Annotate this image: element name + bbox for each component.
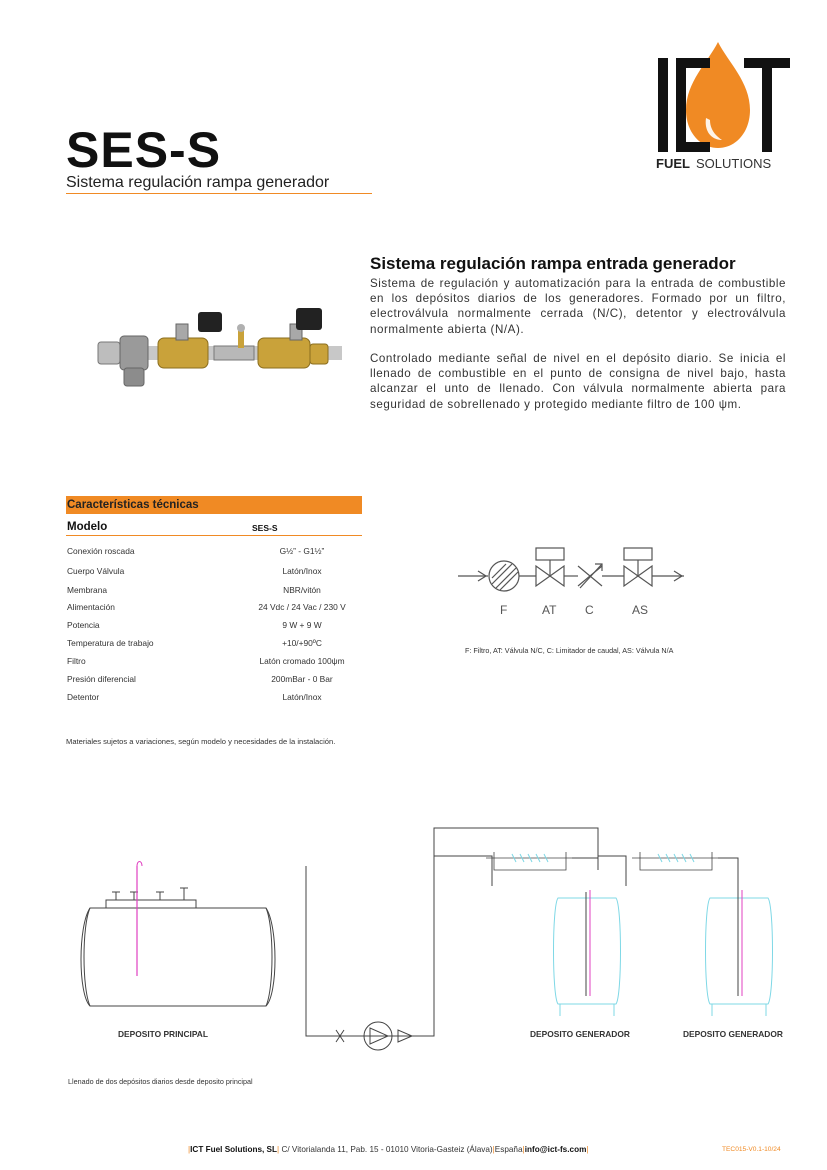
specs-model-row xyxy=(66,518,362,536)
specs-model-label: Modelo xyxy=(67,521,108,533)
spec-row xyxy=(66,656,362,672)
spec-value: Latón cromado 100ψm xyxy=(259,656,345,666)
spec-label: Cuerpo Válvula xyxy=(67,566,125,576)
spec-row xyxy=(66,546,362,562)
footer: |ICT Fuel Solutions, SL| C/ Vitorialanda 11, Pab. 15 - 01010 Vitoria-Gasteiz (Álava)|España|info@ict-fs.com| xyxy=(188,1145,589,1154)
spec-value: NBR/vitón xyxy=(283,585,321,595)
intro-heading: Sistema regulación rampa entrada generador xyxy=(370,254,736,273)
ramp-2 xyxy=(632,852,718,870)
main-pipe xyxy=(184,828,626,1050)
schematic-label-as: AS xyxy=(632,603,649,617)
ict-logo-graphic xyxy=(646,40,796,172)
logo-fuel-text: FUEL xyxy=(656,156,690,171)
schematic-label-at: AT xyxy=(542,603,557,617)
spec-value: Latón/Inox xyxy=(282,566,322,576)
installation-caption: Llenado de dos depósitos diarios desde deposito principal xyxy=(68,1077,253,1086)
page-title: SES-S xyxy=(66,122,222,178)
gen-tank-2 xyxy=(706,898,773,1016)
installation-diagram xyxy=(66,826,796,1056)
spec-value: +10/+90ºC xyxy=(282,638,322,648)
schematic-label-f: F xyxy=(500,603,508,617)
spec-label: Alimentación xyxy=(67,602,115,612)
specs-note: Materiales sujetos a variaciones, según modelo y necesidades de la instalación. xyxy=(66,737,336,746)
spec-value: 200mBar - 0 Bar xyxy=(271,674,333,684)
spec-label: Membrana xyxy=(67,585,108,595)
gen-tank-1-label: DEPOSITO GENERADOR xyxy=(530,1029,630,1039)
footer-country: España xyxy=(494,1145,523,1154)
footer-email[interactable]: info@ict-fs.com xyxy=(524,1145,587,1154)
product-image xyxy=(92,296,354,396)
page-subtitle: Sistema regulación rampa generador xyxy=(66,174,372,194)
main-tank xyxy=(81,888,275,1006)
spec-value: G½” - G1½” xyxy=(279,546,325,556)
specs-model-value: SES-S xyxy=(252,523,278,533)
spec-label: Potencia xyxy=(67,620,100,630)
spec-row xyxy=(66,620,362,636)
spec-row xyxy=(66,692,362,708)
footer-company: ICT Fuel Solutions, SL xyxy=(190,1145,278,1154)
spec-row xyxy=(66,674,362,690)
ict-logo xyxy=(646,40,796,172)
spec-value: 24 Vdc / 24 Vac / 230 V xyxy=(258,602,346,612)
specs-header: Características técnicas xyxy=(66,496,362,514)
spec-label: Detentor xyxy=(67,692,100,702)
ramp-1 xyxy=(486,852,572,870)
schematic-diagram xyxy=(454,544,690,620)
gen-tank-1 xyxy=(554,898,621,1016)
schematic-caption: F: Filtro, AT: Válvula N/C, C: Limitador de caudal, AS: Válvula N/A xyxy=(465,646,674,655)
logo-solutions-text: SOLUTIONS xyxy=(696,156,772,171)
doc-code: TEC015-V0.1-10/24 xyxy=(722,1146,781,1153)
spec-row xyxy=(66,566,362,582)
gen-tank-2-label: DEPOSITO GENERADOR xyxy=(683,1029,783,1039)
spec-label: Conexión roscada xyxy=(67,546,135,556)
spec-label: Filtro xyxy=(67,656,86,666)
spec-value: Latón/Inox xyxy=(282,692,322,702)
spec-row xyxy=(66,602,362,618)
spec-row xyxy=(66,585,362,601)
intro-paragraph-2: Controlado mediante señal de nivel en el depósito diario. Se inicia el llenado de combustible en el punto de consigna de nivel bajo, hasta alcanzar el unto de llenado. Con válvula normalmente abierta para seguridad de sobrellenado y protegido mediante filtro de 100 ψm. xyxy=(370,352,786,411)
intro-paragraph-1: Sistema de regulación y automatización para la entrada de combustible en los depósitos diarios de los generadores. Formado por un filtro, electroválvula normalmente cerrada (N/C), detentor y electroválvula normalmente abierta (N/A). xyxy=(370,277,786,336)
spec-label: Presión diferencial xyxy=(67,674,136,684)
main-tank-label: DEPOSITO PRINCIPAL xyxy=(118,1029,208,1039)
footer-address: C/ Vitorialanda 11, Pab. 15 - 01010 Vitoria-Gasteiz (Álava) xyxy=(281,1145,493,1154)
schematic-label-c: C xyxy=(585,603,594,617)
spec-value: 9 W + 9 W xyxy=(282,620,322,630)
spec-row xyxy=(66,638,362,654)
spec-label: Temperatura de trabajo xyxy=(67,638,154,648)
